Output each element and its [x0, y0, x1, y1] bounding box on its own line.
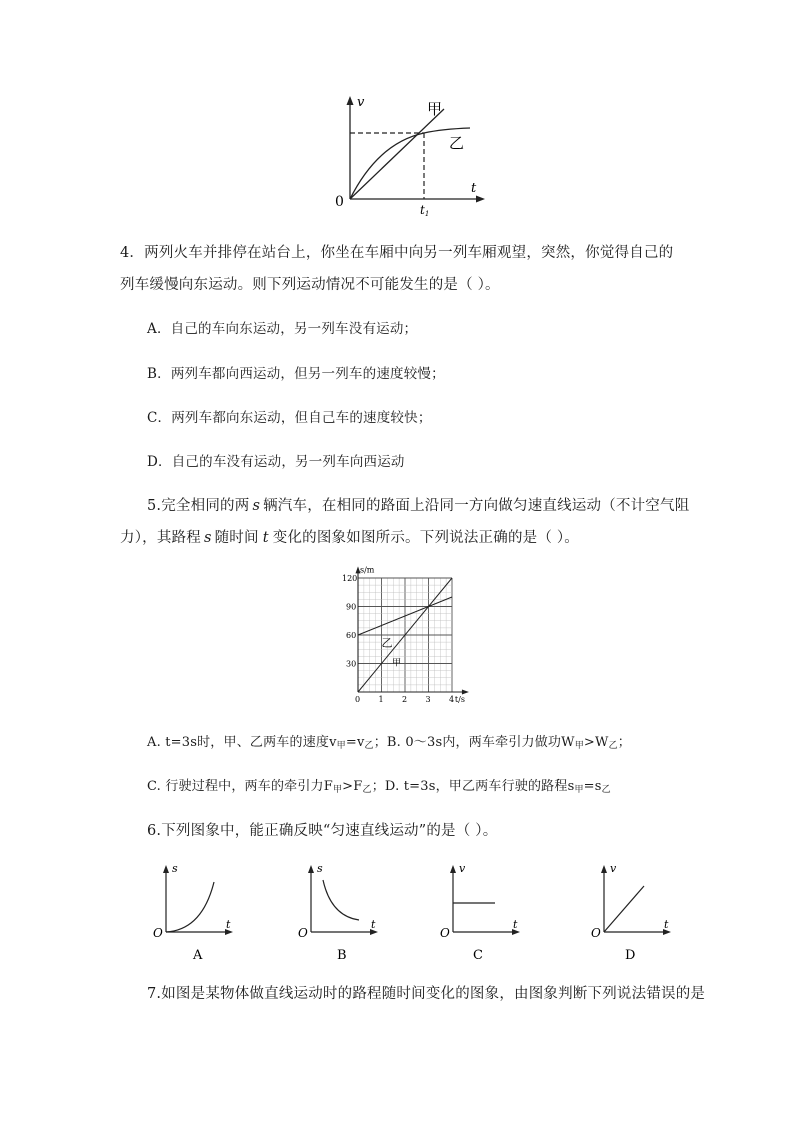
vt-y-label: v — [357, 95, 365, 110]
q5-ab-sub2: 乙 — [364, 741, 374, 751]
q6-graph-a — [150, 858, 240, 966]
q5-line2-s: s — [203, 530, 212, 546]
q5-line2-b: 随时间 — [214, 530, 259, 546]
st-y-tick-label: 60 — [346, 631, 357, 640]
st-series-label-jia: 甲 — [392, 658, 402, 669]
q6-graph-c — [437, 858, 527, 966]
q6b-y-arrow — [308, 865, 314, 873]
q5-line2 — [120, 528, 579, 548]
q5-line1-b: 辆汽车，在相同的路面上沿同一方向做匀速直线运动（不计空气阻 — [263, 498, 690, 514]
q5-line2-c: 变化的图象如图所示。下列说法正确的是（ ）。 — [272, 530, 580, 546]
st-x-tick-label: 1 — [378, 695, 384, 704]
st-x-axis-label: t/s — [454, 695, 465, 704]
q5-ab-5: ； — [617, 735, 631, 750]
q5-cd-2: >F — [342, 779, 363, 794]
q5-ab-1: A. t=3s时，甲、乙两车的速度v — [147, 735, 337, 750]
q6b-curve — [323, 880, 359, 920]
q5-cd-3: ；D. t=3s，甲乙两车行驶的路程s — [371, 779, 575, 794]
q5-line2-a: 力），其路程 — [120, 530, 201, 546]
q6a-origin-label: O — [153, 926, 163, 940]
q5-ab-4: >W — [583, 735, 609, 750]
q6d-origin-label: O — [591, 926, 601, 940]
q5-ab-sub3: 甲 — [574, 741, 584, 751]
vt-origin-label: 0 — [335, 194, 344, 210]
vt-t1-label: t1 — [420, 203, 430, 218]
q6b-x-label: t — [371, 918, 376, 931]
q5-cd-sub4: 乙 — [601, 785, 611, 795]
q6c-y-arrow — [450, 865, 456, 873]
q5-line2-t: t — [262, 530, 269, 546]
q5-cd-4: =s — [583, 779, 602, 794]
st-x-tick-label: 4 — [449, 695, 455, 704]
q5-cd-1: C. 行驶过程中，两车的牵引力F — [147, 779, 333, 794]
q6d-y-label: v — [610, 862, 617, 875]
q6-graph-b — [295, 858, 385, 966]
vt-graph-figure — [330, 88, 500, 223]
q6a-x-label: t — [226, 918, 231, 931]
q5-options-ab — [147, 733, 631, 756]
q4-line2: 列车缓慢向东运动。则下列运动情况不可能发生的是（ ）。 — [120, 277, 500, 293]
q6c-origin-label: O — [440, 926, 450, 940]
st-series-label-yi: 乙 — [381, 636, 393, 650]
st-y-axis-label: s/m — [360, 565, 375, 575]
q5-ab-sub4: 乙 — [608, 741, 618, 751]
q6-line: 6.下列图象中，能正确反映“匀速直线运动”的是（ ）。 — [147, 823, 498, 839]
q6d-line — [604, 886, 644, 932]
st-x-tick-label: 3 — [425, 695, 431, 704]
q4-option-c: C．两列车都向东运动，但自己车的速度较快； — [147, 410, 432, 426]
q5-ab-3: ；B. 0～3s内，两车牵引力做功W — [373, 735, 575, 750]
q6b-origin-label: O — [298, 926, 308, 940]
vt-label-jia: 甲 — [427, 100, 443, 118]
vt-y-arrow — [347, 96, 354, 105]
vt-label-yi: 乙 — [449, 134, 465, 152]
q5-ab-2: =v — [345, 735, 365, 750]
q6d-x-label: t — [664, 918, 669, 931]
q5-cd-sub2: 乙 — [362, 785, 372, 795]
st-y-tick-label: 90 — [346, 602, 357, 612]
q5-line1 — [147, 496, 689, 516]
q4-option-d: D．自己的车没有运动，另一列车向西运动 — [147, 454, 405, 470]
q6c-x-label: t — [513, 918, 518, 931]
st-chart — [330, 565, 485, 710]
q6b-y-label: s — [317, 862, 323, 875]
q6c-caption: C — [473, 948, 483, 963]
q5-line1-a: 5.完全相同的两 — [147, 498, 250, 514]
q7-line: 7.如图是某物体做直线运动时的路程随时间变化的图象，由图象判断下列说法错误的是 — [147, 986, 706, 1002]
st-x-arrow — [462, 690, 469, 695]
q5-cd-sub1: 甲 — [332, 785, 343, 795]
q4-option-b: B．两列车都向西运动，但另一列车的速度较慢； — [147, 366, 445, 382]
q5-ab-sub1: 甲 — [336, 741, 346, 751]
q5-line1-s: s — [252, 498, 261, 514]
q4-option-a: A．自己的车向东运动，另一列车没有运动； — [147, 321, 418, 337]
q6-graph-d — [588, 858, 678, 966]
q6d-caption: D — [625, 948, 636, 963]
st-y-tick-label: 120 — [342, 574, 358, 583]
q6b-caption: B — [337, 948, 347, 963]
vt-curve-jia — [350, 109, 444, 199]
vt-x-arrow — [476, 196, 485, 203]
q6a-caption: A — [193, 948, 203, 963]
q6a-y-arrow — [163, 865, 169, 873]
st-y-tick-label: 30 — [346, 659, 357, 669]
q5-options-cd — [147, 777, 611, 800]
q6c-y-label: v — [459, 862, 466, 875]
q6a-y-label: s — [172, 862, 178, 875]
q4-line1: 4．两列火车并排停在站台上，你坐在车厢中向另一列车厢观望，突然，你觉得自己的 — [120, 245, 674, 261]
q5-cd-sub3: 甲 — [574, 785, 584, 795]
st-x-tick-label: 2 — [402, 695, 408, 704]
vt-x-label: t — [471, 181, 477, 196]
q6d-y-arrow — [601, 865, 607, 873]
st-x-tick-label: 0 — [355, 695, 361, 704]
q6a-curve — [166, 882, 214, 932]
